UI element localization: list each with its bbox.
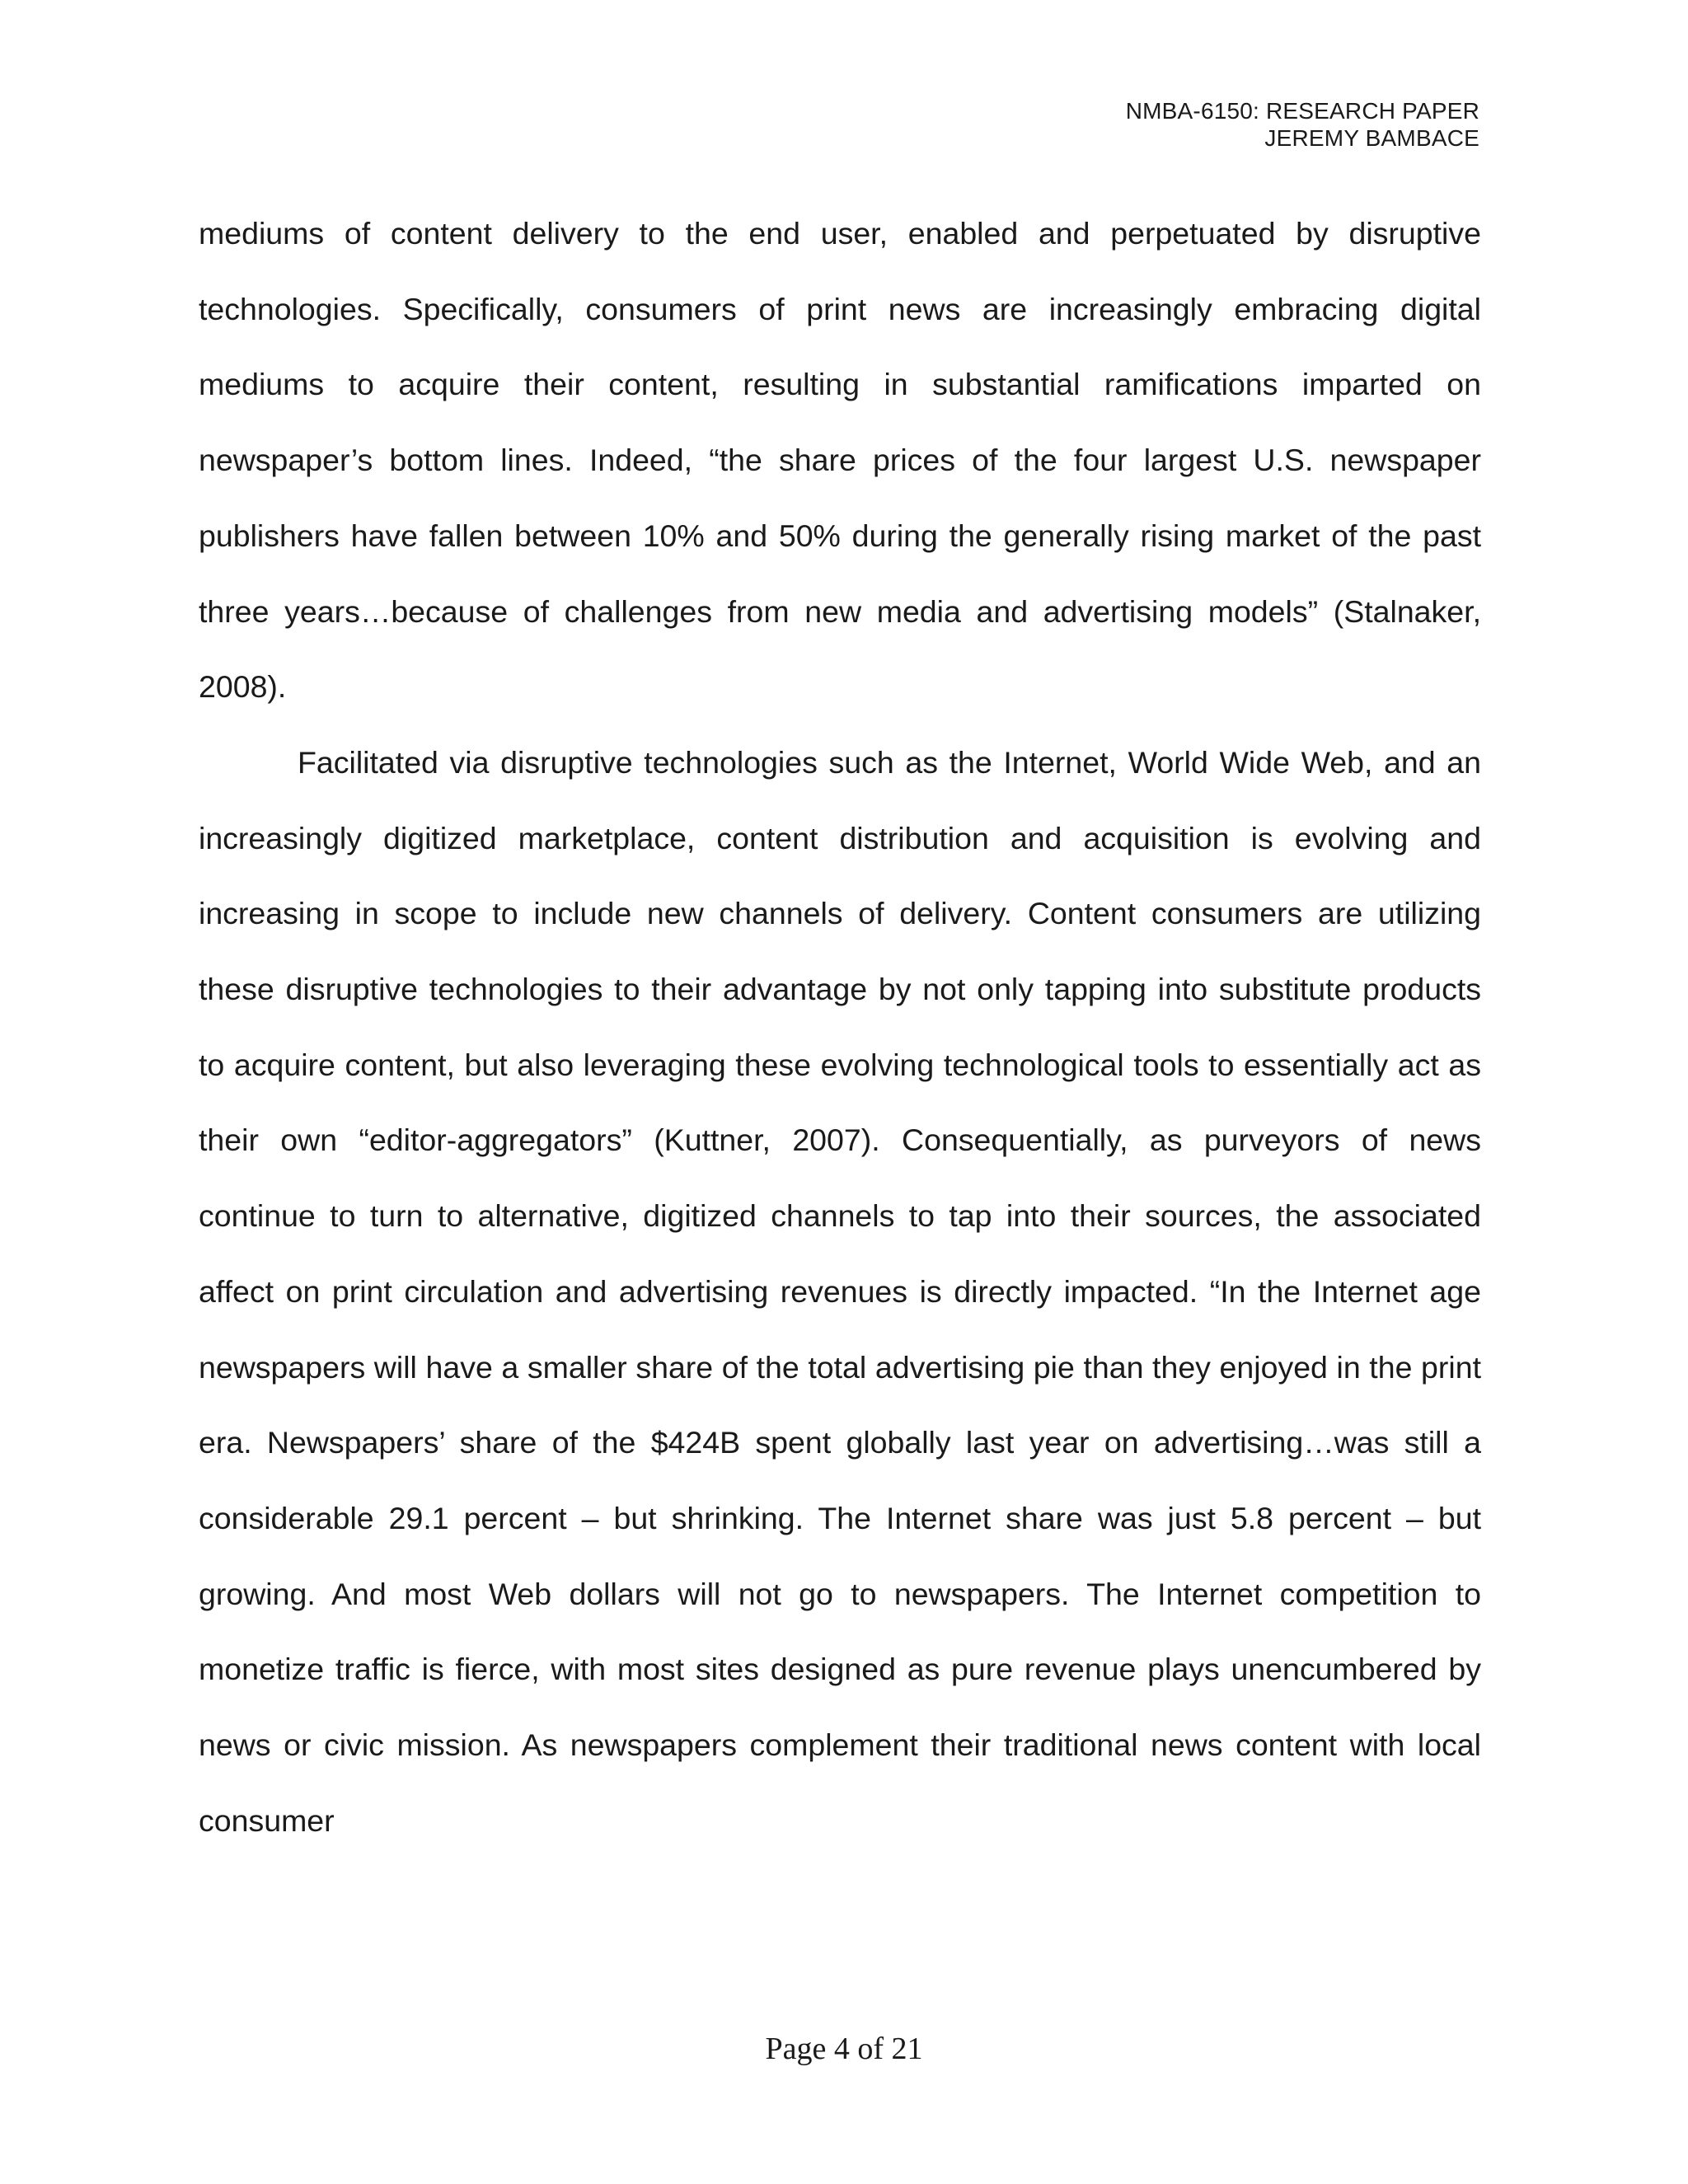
body-text bbox=[199, 196, 1481, 1858]
paragraph-disruptive-technologies: Facilitated via disruptive technologies such as the Internet, World Wide Web, and an increasingly digitized marketplace, content distribution and acquisition is evolving and increasing in scope to include new channels of delivery. Content consumers are utilizing these disruptive technologies to their advantage by not only tapping into substitute products to acquire content, but also leveraging these evolving technological tools to essentially act as their own “editor-aggregators” (Kuttner, 2007). Consequentially, as purveyors of news continue to turn to alternative, digitized channels to tap into their sources, the associated affect on print circulation and advertising revenues is directly impacted. “In the Internet age newspapers will have a smaller share of the total advertising pie than they enjoyed in the print era. Newspapers’ share of the $424B spent globally last year on advertising…was still a considerable 29.1 percent – but shrinking. The Internet share was just 5.8 percent – but growing. And most Web dollars will not go to newspapers. The Internet competition to monetize traffic is fierce, with most sites designed as pure revenue plays unencumbered by news or civic mission. As newspapers complement their traditional news content with local consumer bbox=[199, 744, 1481, 1838]
paragraph-continued: mediums of content delivery to the end user, enabled and perpetuated by disruptive technologies. Specifically, consumers of print news are increasingly embracing digital mediums to acquire their content, resulting in substantial ramifications imparted on newspaper’s bottom lines. Indeed, “the share prices of the four largest U.S. newspaper publishers have fallen between 10% and 50% during the generally rising market of the past three years…because of challenges from new media and advertising models” (Stalnaker, 2008). bbox=[199, 216, 1481, 705]
running-header bbox=[1126, 97, 1479, 152]
header-author-name: JEREMY BAMBACE bbox=[1264, 125, 1479, 151]
header-course-title: NMBA-6150: RESEARCH PAPER bbox=[1125, 98, 1479, 124]
page-number: Page 4 of 21 bbox=[765, 2032, 923, 2066]
